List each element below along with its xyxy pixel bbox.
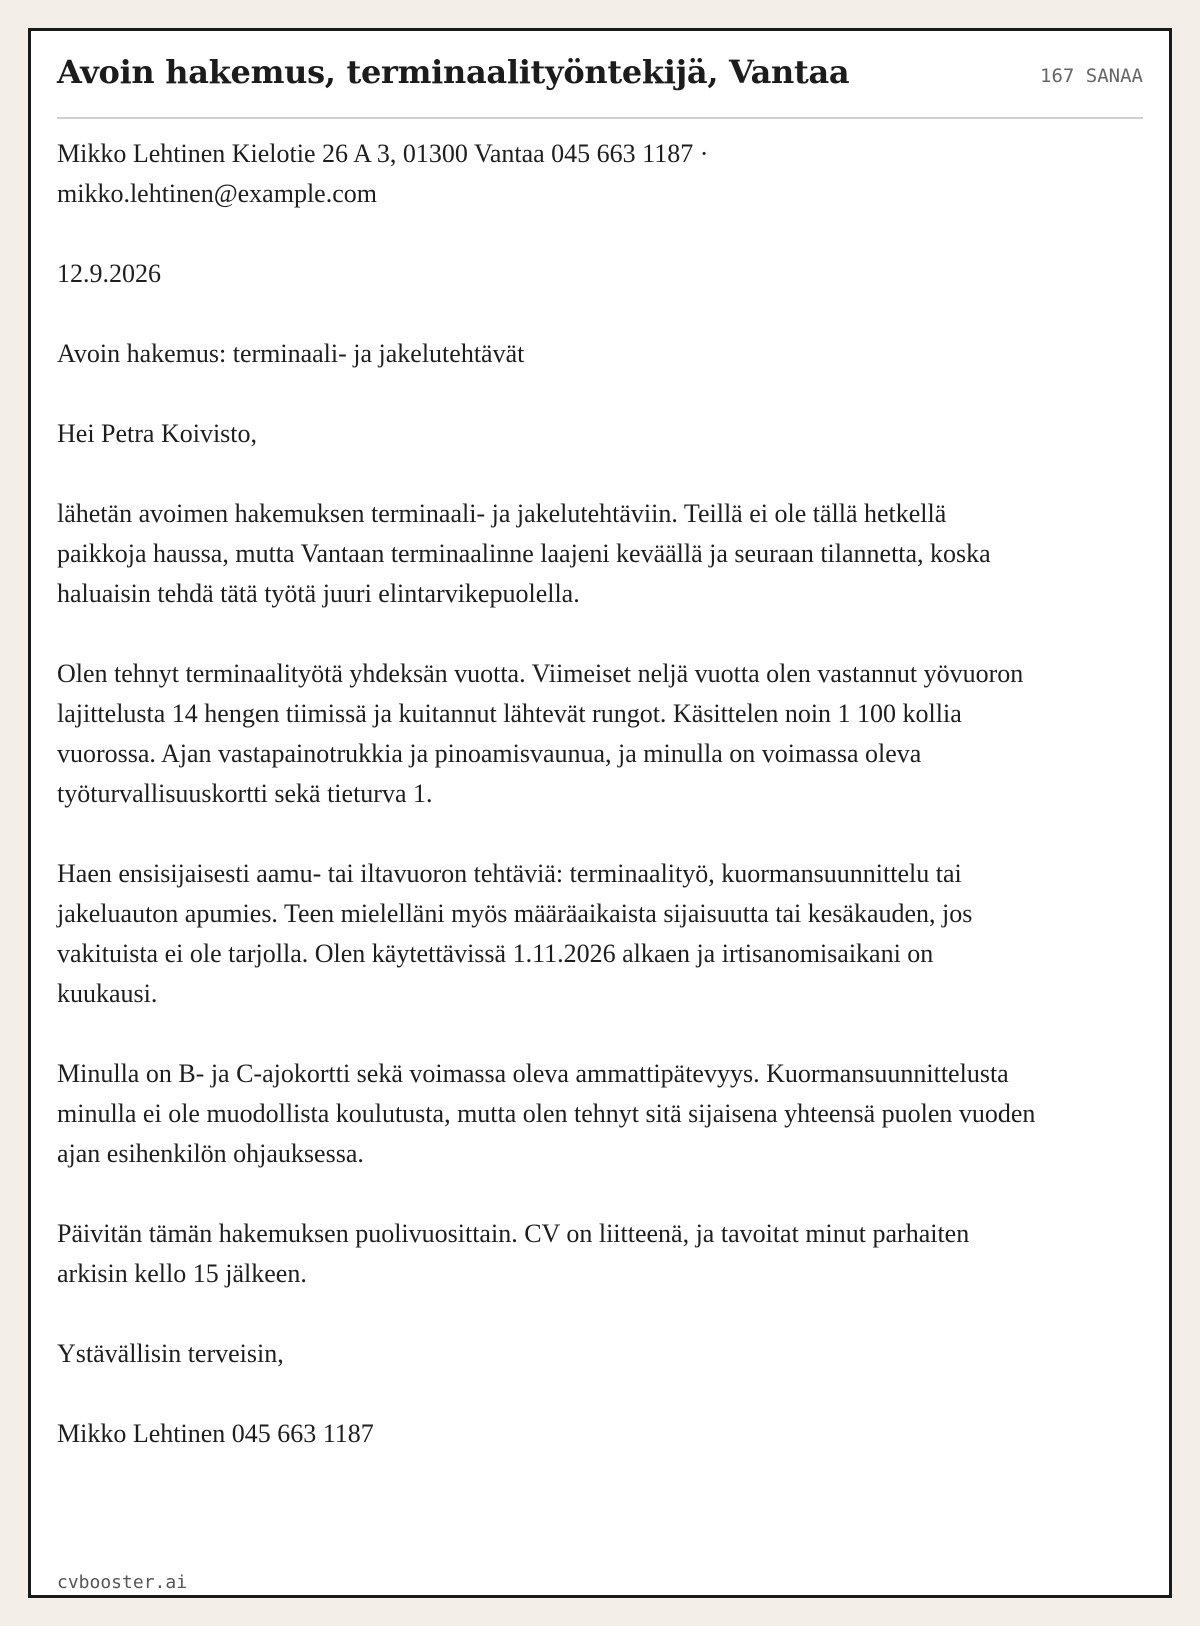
letter-paragraph: Olen tehnyt terminaalityötä yhdeksän vuotta. Viimeiset neljä vuotta olen vastannut yövuoron lajittelusta 14 hengen tiimissä ja kuitannut lähtevät rungot. Käsittelen noin 1 100 kollia vuorossa. Ajan vastapainotrukkia ja pinoamisvaunua, ja minulla on voimassa oleva työturvallisuuskortti sekä tieturva 1.	[57, 659, 1024, 808]
letter-paragraph: lähetän avoimen hakemuksen terminaali- ja jakelutehtäviin. Teillä ei ole tällä hetkellä paikkoja haussa, mutta Vantaan terminaalinne laajeni keväällä ja seuraan tilannetta, koska haluaisin tehdä tätä työtä juuri elintarvikepuolella.	[57, 499, 991, 608]
brand-watermark: cvbooster.ai	[57, 1572, 188, 1593]
document-title: Avoin hakemus, terminaalityöntekijä, Vantaa	[57, 53, 850, 91]
letter-greeting: Hei Petra Koivisto,	[57, 419, 258, 448]
letter-closing: Ystävällisin terveisin,	[57, 1339, 284, 1368]
letter-paragraph: Minulla on B- ja C-ajokortti sekä voimassa oleva ammattipätevyys. Kuormansuunnittelusta minulla ei ole muodollista koulutusta, mutta olen tehnyt sitä sijaisena yhteensä puolen vuoden ajan esihenkilön ohjauksessa.	[57, 1059, 1036, 1168]
sender-email: mikko.lehtinen@example.com	[57, 179, 377, 208]
letter-paragraph: Päivitän tämän hakemuksen puolivuosittain. CV on liitteenä, ja tavoitat minut parhaiten arkisin kello 15 jälkeen.	[57, 1219, 970, 1288]
letter-signature: Mikko Lehtinen 045 663 1187	[57, 1419, 374, 1448]
cover-letter-card	[28, 28, 1172, 1598]
sender-line-1: Mikko Lehtinen Kielotie 26 A 3, 01300 Vantaa 045 663 1187 ·	[57, 139, 709, 168]
letter-date: 12.9.2026	[57, 259, 161, 288]
letter-paragraph: Haen ensisijaisesti aamu- tai iltavuoron tehtäviä: terminaalityö, kuormansuunnittelu tai jakeluauton apumies. Teen mielelläni myös määräaikaista sijaisuutta tai kesäkauden, jos vakituista ei ole tarjolla. Olen käytettävissä 1.11.2026 alkaen ja irtisanomisaikani on kuukausi.	[57, 859, 973, 1008]
letter-body	[57, 134, 1037, 1454]
sender-info	[57, 134, 1037, 214]
document-header	[57, 49, 1143, 119]
word-count-badge: 167 SANAA	[1040, 65, 1143, 87]
letter-subject: Avoin hakemus: terminaali- ja jakelutehtävät	[57, 339, 525, 368]
